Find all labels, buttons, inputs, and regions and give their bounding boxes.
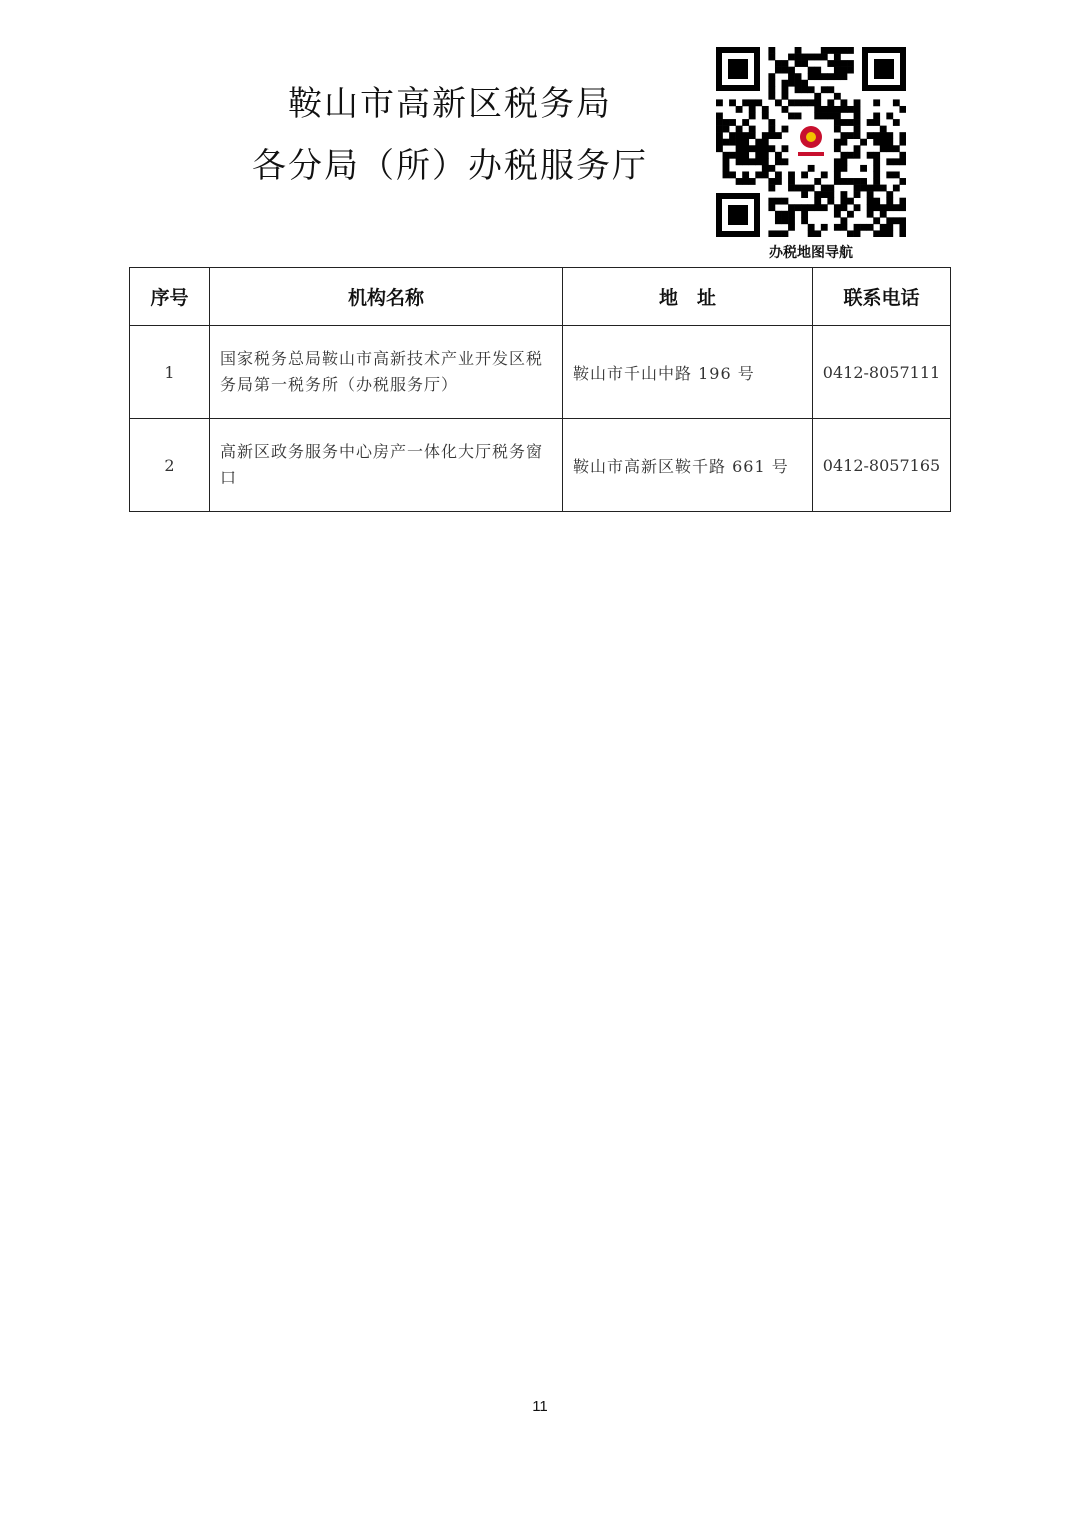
header-index: 序号 (130, 268, 210, 326)
qr-finder-bottom-left (716, 193, 760, 237)
row-index: 2 (130, 419, 210, 512)
qr-code-block (716, 47, 906, 262)
table-row (130, 326, 951, 419)
table-header-row (130, 268, 951, 326)
row-phone: 0412-8057111 (813, 326, 951, 419)
qr-caption: 办税地图导航 (769, 245, 853, 261)
qr-code-image (716, 47, 906, 237)
row-index: 1 (130, 326, 210, 419)
document-title-line1: 鞍山市高新区税务局 (288, 84, 612, 124)
row-org-name: 国家税务总局鞍山市高新技术产业开发区税务局第一税务所（办税服务厅） (210, 326, 563, 419)
qr-finder-top-left (716, 47, 760, 91)
header-phone: 联系电话 (813, 268, 951, 326)
row-address: 鞍山市千山中路 196 号 (563, 326, 813, 419)
page-number: 11 (532, 1398, 548, 1415)
document-title-line2: 各分局（所）办税服务厅 (252, 146, 648, 186)
row-phone: 0412-8057165 (813, 419, 951, 512)
header-address: 地 址 (563, 268, 813, 326)
tax-emblem-icon (794, 123, 828, 157)
qr-finder-top-right (862, 47, 906, 91)
row-address: 鞍山市高新区鞍千路 661 号 (563, 419, 813, 512)
service-hall-table (129, 267, 951, 512)
table-row (130, 419, 951, 512)
row-org-name: 高新区政务服务中心房产一体化大厅税务窗口 (210, 419, 563, 512)
header-org-name: 机构名称 (210, 268, 563, 326)
